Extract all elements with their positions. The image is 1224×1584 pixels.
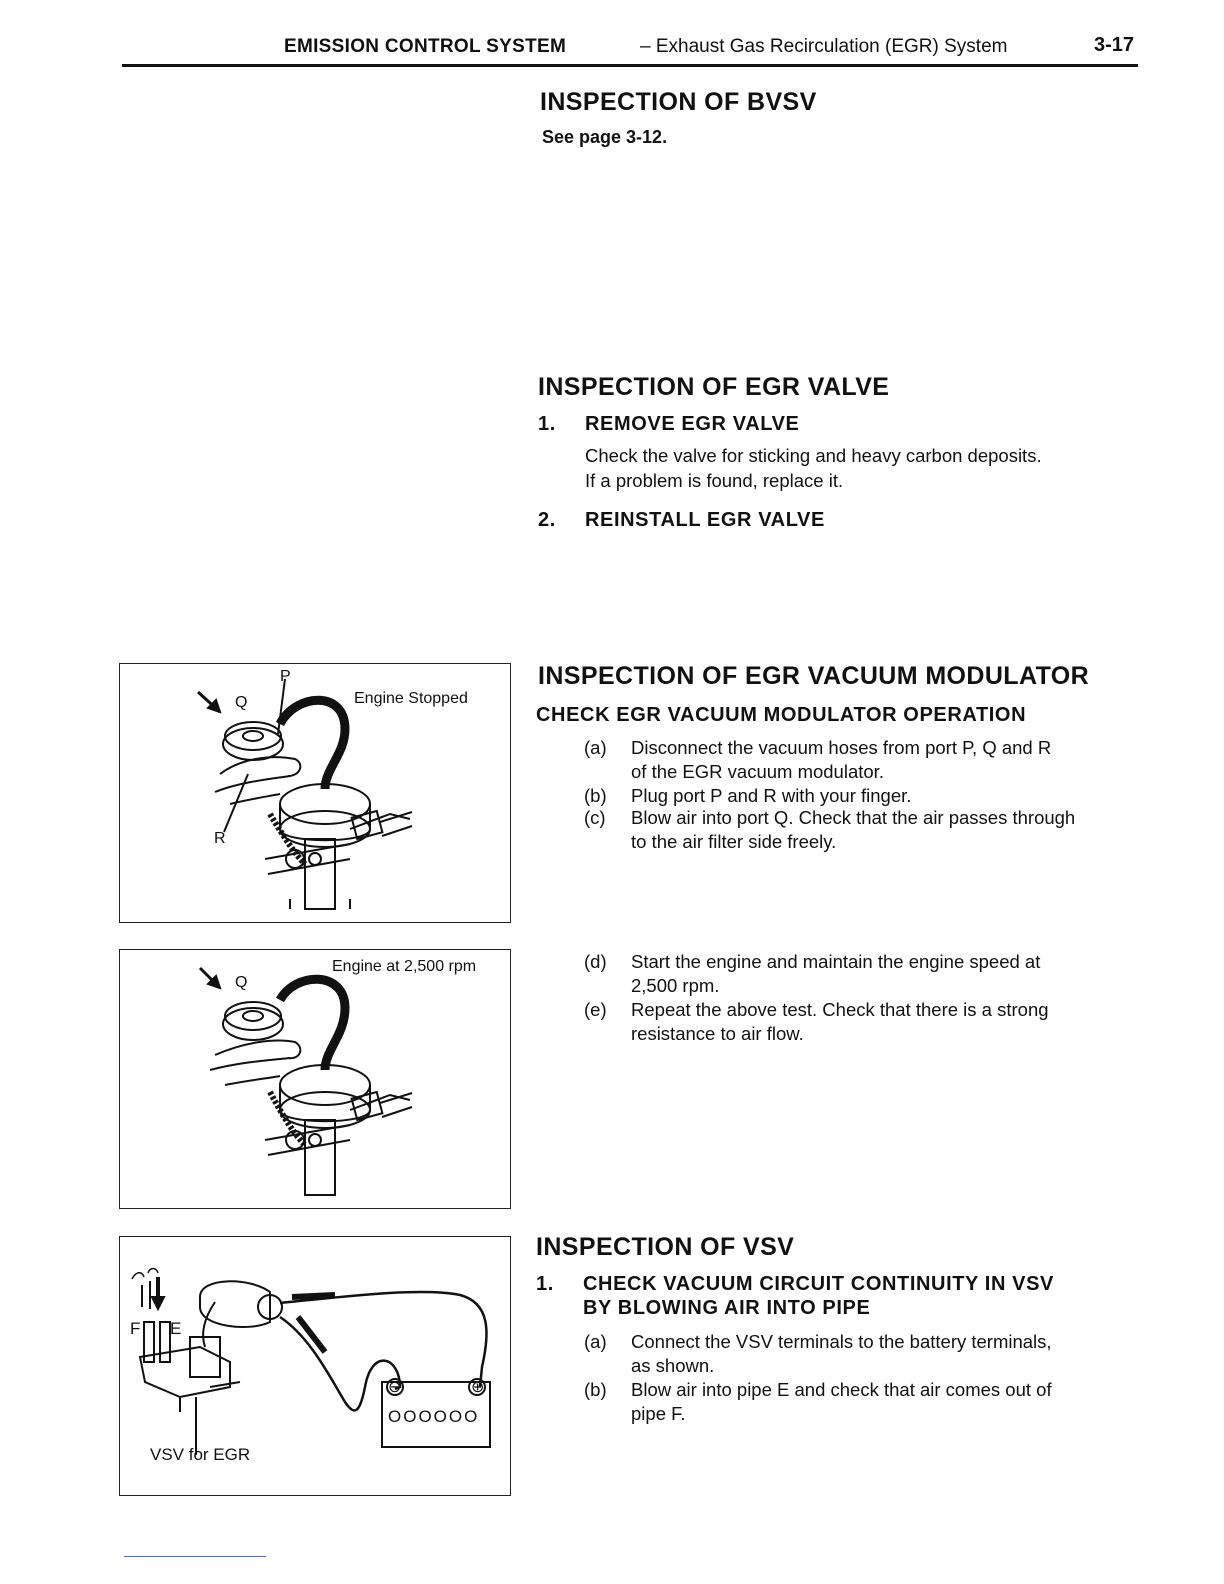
fig2-caption: Engine at 2,500 rpm (332, 958, 477, 975)
egr-step1-label: REMOVE EGR VALVE (585, 413, 800, 435)
fig3-plus: ⊕ (471, 1379, 485, 1396)
vsv-item-b-line2: pipe F. (631, 1403, 686, 1424)
egr-valve-title: INSPECTION OF EGR VALVE (538, 373, 890, 401)
mod-item-c-line1: Blow air into port Q. Check that the air passes through (631, 807, 1076, 828)
egr-step1-num: 1. (538, 413, 556, 435)
mod-item-e-line2: resistance to air flow. (631, 1023, 804, 1044)
vsv-item-a-mark: (a) (584, 1331, 607, 1352)
mod-item-c-line2: to the air filter side freely. (631, 831, 837, 852)
mod-item-b-mark: (b) (584, 785, 607, 806)
egr-step2-num: 2. (538, 509, 556, 531)
mod-item-a-line2: of the EGR vacuum modulator. (631, 761, 884, 782)
egr-step1-line2: If a problem is found, replace it. (585, 470, 844, 491)
vsv-step-line2: BY BLOWING AIR INTO PIPE (583, 1297, 871, 1319)
bvsv-title: INSPECTION OF BVSV (540, 88, 817, 116)
mod-item-d-line1: Start the engine and maintain the engine speed at (631, 951, 1041, 972)
mod-item-b-line1: Plug port P and R with your finger. (631, 785, 912, 806)
vsv-item-b-mark: (b) (584, 1379, 607, 1400)
mod-item-d-line2: 2,500 rpm. (631, 975, 720, 996)
mod-item-e-line1: Repeat the above test. Check that there is a strong (631, 999, 1049, 1020)
fig1-port-r: R (214, 830, 226, 847)
mod-item-a-mark: (a) (584, 737, 607, 758)
vsv-step-num: 1. (536, 1273, 554, 1295)
fig3-pipe-f: F (130, 1319, 141, 1338)
modulator-title: INSPECTION OF EGR VACUUM MODULATOR (538, 662, 1090, 690)
figure-vsv (119, 1236, 511, 1496)
bottom-blue-line (124, 1556, 266, 1557)
page-number: 3-17 (1094, 34, 1135, 56)
vsv-step-line1: CHECK VACUUM CIRCUIT CONTINUITY IN VSV (583, 1273, 1054, 1295)
header-section: EMISSION CONTROL SYSTEM (284, 36, 567, 57)
fig3-pipe-e: E (170, 1319, 182, 1338)
vsv-title: INSPECTION OF VSV (536, 1233, 795, 1261)
fig3-battery-cells: OOOOOO (388, 1407, 480, 1426)
vsv-item-a-line2: as shown. (631, 1355, 715, 1376)
mod-item-d-mark: (d) (584, 951, 607, 972)
header-rule (122, 64, 1138, 67)
vsv-item-a-line1: Connect the VSV terminals to the battery terminals, (631, 1331, 1052, 1352)
modulator-subtitle: CHECK EGR VACUUM MODULATOR OPERATION (536, 704, 1027, 726)
modulator-illustration-2500 (120, 950, 510, 1208)
egr-step1-line1: Check the valve for sticking and heavy carbon deposits. (585, 445, 1042, 466)
bvsv-text: See page 3-12. (542, 127, 668, 147)
mod-item-e-mark: (e) (584, 999, 607, 1020)
egr-step2-label: REINSTALL EGR VALVE (585, 509, 825, 531)
fig1-port-p: P (280, 668, 291, 685)
figure-engine-stopped (119, 663, 511, 923)
fig1-caption: Engine Stopped (354, 690, 468, 707)
fig2-port-q: Q (235, 974, 248, 991)
header-subtitle: – Exhaust Gas Recirculation (EGR) System (640, 36, 1008, 57)
mod-item-a-line1: Disconnect the vacuum hoses from port P, Q and R (631, 737, 1052, 758)
fig1-port-q: Q (235, 694, 248, 711)
vsv-item-b-line1: Blow air into pipe E and check that air comes out of (631, 1379, 1052, 1400)
fig3-minus: ⊖ (388, 1379, 402, 1396)
fig3-caption: VSV for EGR (150, 1445, 251, 1464)
mod-item-c-mark: (c) (584, 807, 606, 828)
figure-engine-2500 (119, 949, 511, 1209)
